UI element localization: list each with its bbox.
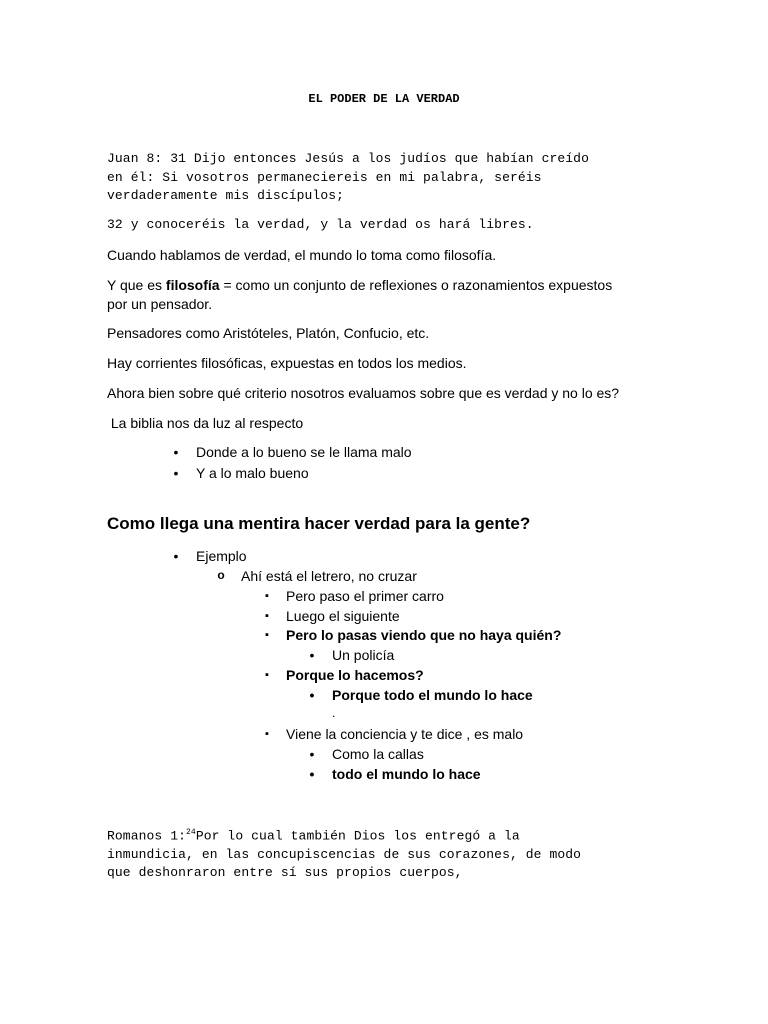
- verse-romanos-1-24: [107, 824, 687, 883]
- outline-level-4: Un policía: [332, 647, 395, 663]
- document-title: EL PODER DE LA VERDAD: [308, 92, 460, 106]
- outline-level-1: Ejemplo: [196, 548, 247, 564]
- square-bullet-icon: ▪: [265, 669, 269, 681]
- square-bullet-icon: ▪: [265, 728, 269, 740]
- outline-level-3: Porque lo hacemos?: [286, 667, 424, 683]
- square-bullet-icon: ▪: [265, 629, 269, 641]
- verse-line: Juan 8: 31 Dijo entonces Jesús a los judíos que habían creído: [107, 151, 589, 166]
- stray-period: .: [332, 706, 336, 720]
- outline-level-4: Como la callas: [332, 746, 424, 762]
- paragraph-criterio: Ahora bien sobre qué criterio nosotros evaluamos sobre que es verdad y no lo es?: [107, 385, 620, 401]
- disc-bullet-icon: •: [173, 548, 179, 564]
- verse-reference: Romanos 1:: [107, 828, 187, 844]
- list-item: Donde a lo bueno se le llama malo: [196, 444, 412, 460]
- disc-bullet-icon: •: [309, 647, 315, 663]
- disc-bullet-icon: •: [173, 444, 179, 460]
- definition-term: filosofía: [165, 277, 220, 293]
- outline-level-4: todo el mundo lo hace: [332, 766, 481, 782]
- definition-line-2: por un pensador.: [107, 296, 213, 312]
- square-bullet-icon: ▪: [265, 590, 269, 602]
- disc-bullet-icon: •: [309, 766, 315, 782]
- verse-juan-8-32: 32 y conoceréis la verdad, y la verdad os hará libres.: [107, 217, 534, 232]
- paragraph-corrientes: Hay corrientes filosóficas, expuestas en todos los medios.: [107, 355, 467, 371]
- verse-line: [107, 824, 687, 846]
- outline-level-4: Porque todo el mundo lo hace: [332, 687, 533, 703]
- disc-bullet-icon: •: [309, 746, 315, 762]
- section-heading: Como llega una mentira hacer verdad para la gente?: [107, 514, 531, 533]
- outline-level-3: Luego el siguiente: [286, 608, 400, 624]
- paragraph-biblia: La biblia nos da luz al respecto: [107, 415, 304, 431]
- definition-line: [107, 276, 687, 295]
- verse-juan-8-31: [107, 150, 687, 206]
- outline-level-3: Pero lo pasas viendo que no haya quién?: [286, 627, 562, 643]
- verse-text: Por lo cual también Dios los entregó a la: [195, 828, 520, 844]
- square-bullet-icon: ▪: [265, 610, 269, 622]
- verse-line: verdaderamente mis discípulos;: [107, 188, 345, 203]
- outline-level-2: Ahí está el letrero, no cruzar: [241, 568, 417, 584]
- list-item: Y a lo malo bueno: [196, 465, 309, 481]
- outline-level-3: Viene la conciencia y te dice , es malo: [286, 726, 524, 742]
- paragraph-pensadores: Pensadores como Aristóteles, Platón, Confucio, etc.: [107, 325, 430, 341]
- definition-suffix: = como un conjunto de reflexiones o razonamientos expuestos: [219, 277, 613, 293]
- paragraph-filosofia-intro: Cuando hablamos de verdad, el mundo lo toma como filosofía.: [107, 247, 497, 263]
- verse-line: inmundicia, en las concupiscencias de sus corazones, de modo: [107, 846, 582, 862]
- outline-level-3: Pero paso el primer carro: [286, 588, 444, 604]
- verse-number: 24: [186, 828, 196, 837]
- circle-bullet-icon: o: [217, 568, 225, 582]
- verse-line: que deshonraron entre sí sus propios cuerpos,: [107, 865, 463, 881]
- disc-bullet-icon: •: [173, 465, 179, 481]
- disc-bullet-icon: •: [309, 687, 315, 703]
- definition-prefix: Y que es: [107, 277, 166, 293]
- verse-line: en él: Si vosotros permaneciereis en mi palabra, seréis: [107, 169, 542, 185]
- paragraph-filosofia-definition: [107, 276, 687, 314]
